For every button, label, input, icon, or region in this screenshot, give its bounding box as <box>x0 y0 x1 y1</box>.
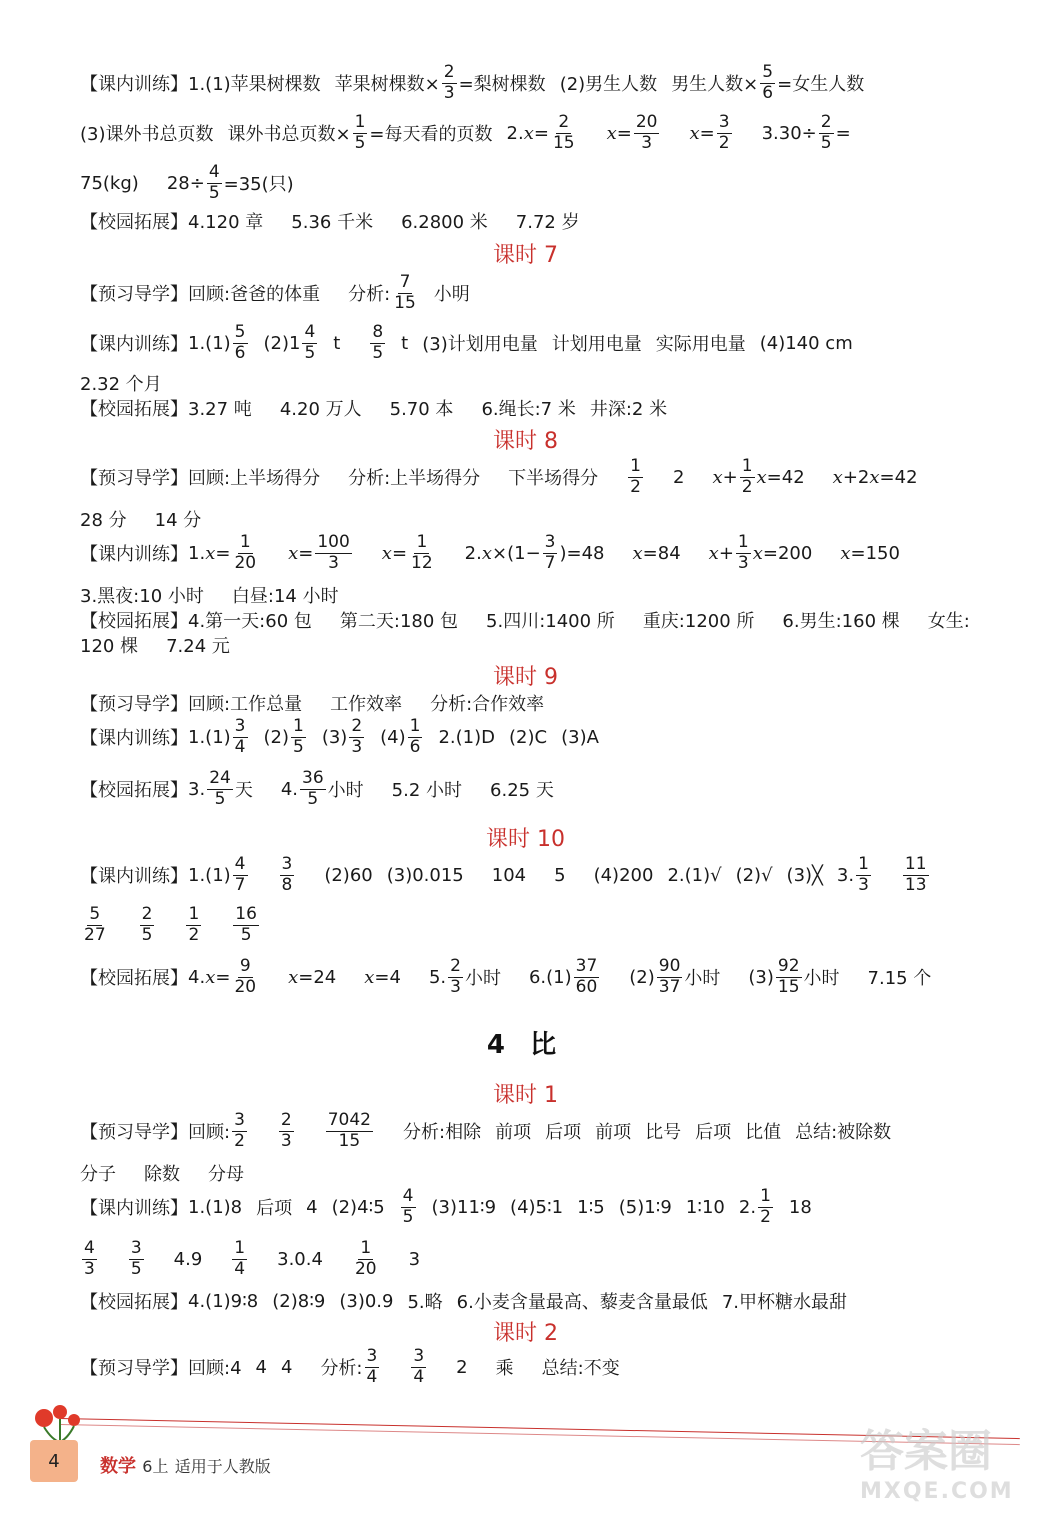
fraction: $\frac{92}{15}$ <box>777 956 800 997</box>
answer-line-21 <box>80 1112 891 1151</box>
text: =84 <box>642 542 681 564</box>
tag: 【预习导学】 <box>80 468 188 490</box>
fraction: $\frac{9}{20}$ <box>234 956 257 997</box>
text: 计划用电量 <box>551 334 642 356</box>
text: 2 <box>672 466 685 488</box>
text: t <box>401 332 409 354</box>
text: 6.男生:160 棵 <box>782 611 900 632</box>
text: 5. <box>428 966 447 988</box>
text: 3. <box>188 778 206 800</box>
text: =42 <box>879 466 918 488</box>
equals: = <box>391 542 408 564</box>
text: 2. <box>506 122 524 144</box>
lesson-heading: 课时 1 <box>493 1083 558 1108</box>
text: =42 <box>766 466 805 488</box>
fraction: $\frac{1}{2}$ <box>188 904 200 945</box>
variable-x: x <box>288 542 299 564</box>
fraction: $\frac{2}{5}$ <box>141 904 153 945</box>
text: 4. <box>188 966 206 988</box>
text: 6.25 天 <box>490 780 554 802</box>
text: 4.20 万人 <box>279 399 362 420</box>
text: 3.30÷ <box>761 122 817 144</box>
variable-x: x <box>840 542 851 564</box>
answer-line-7 <box>80 370 162 396</box>
lesson-heading: 课时 9 <box>493 665 558 690</box>
text: (2) <box>263 726 289 748</box>
answer-line-11 <box>80 534 900 573</box>
fraction: $\frac{24}{5}$ <box>209 768 231 809</box>
answer-line-13 <box>80 607 970 633</box>
variable-x: x <box>756 466 767 488</box>
text: 4.9 <box>173 1248 203 1270</box>
chapter-title: 4 比 <box>486 1030 565 1060</box>
fraction: $\frac{100}{3}$ <box>317 532 350 573</box>
text: = <box>835 122 851 144</box>
variable-x: x <box>752 542 763 564</box>
fraction: $\frac{16}{5}$ <box>235 904 257 945</box>
text: 1.(1)苹果树棵数 <box>188 74 321 96</box>
fraction: $\frac{20}{3}$ <box>635 112 658 153</box>
text: (2)男生人数 <box>559 74 658 96</box>
fraction: $\frac{1}{6}$ <box>409 716 421 757</box>
text: 分析: <box>348 284 391 306</box>
subject-label: 数学 <box>100 1456 136 1477</box>
text: 2. <box>464 542 482 564</box>
text: =24 <box>298 966 337 988</box>
tag: 【课内训练】 <box>80 334 188 356</box>
text: 2. <box>738 1196 757 1218</box>
text: 5.70 本 <box>389 399 454 420</box>
fraction: $\frac{1}{2}$ <box>760 1186 771 1227</box>
fraction: $\frac{4}{5}$ <box>208 162 220 203</box>
variable-x: x <box>632 542 643 564</box>
text: (2)60 <box>324 864 373 886</box>
answer-line-12 <box>80 582 339 608</box>
variable-x: x <box>712 466 723 488</box>
text: 1.(1)8 <box>188 1196 243 1218</box>
variable-x: x <box>689 122 700 144</box>
text: 5.2 小时 <box>391 780 463 802</box>
fraction: $\frac{4}{5}$ <box>304 322 316 363</box>
fraction: $\frac{2}{3}$ <box>280 1110 292 1151</box>
text: 7.甲杯糖水最甜 <box>721 1292 848 1313</box>
answer-line-1 <box>80 64 864 103</box>
text: (3)计划用电量 <box>422 334 538 356</box>
tag: 【校园拓展】 <box>80 1292 188 1313</box>
answer-line-10 <box>80 506 201 532</box>
variable-x: x <box>708 542 719 564</box>
text: 120 棵 <box>80 636 139 657</box>
tag: 【预习导学】 <box>80 694 188 715</box>
text: )=48 <box>559 542 605 564</box>
answer-line-4 <box>80 208 580 234</box>
answer-line-6 <box>80 324 853 363</box>
text: =4 <box>374 966 401 988</box>
text: 5.四川:1400 所 <box>486 611 615 632</box>
text: 3.黑夜:10 小时 <box>80 586 204 607</box>
text: 5 <box>554 864 566 886</box>
text: 课外书总页数× <box>227 124 351 146</box>
text: 1.(1) <box>188 332 231 354</box>
text: 4 <box>306 1196 318 1218</box>
tag: 【预习导学】 <box>80 284 188 306</box>
fraction: $\frac{1}{20}$ <box>354 1238 377 1279</box>
text: 实际用电量 <box>655 334 746 356</box>
variable-x: x <box>832 466 843 488</box>
text: 6.(1) <box>528 966 572 988</box>
fraction: $\frac{3}{4}$ <box>234 716 246 757</box>
text: 14 分 <box>154 510 202 531</box>
flower-icon <box>30 1400 90 1444</box>
text: (3) <box>321 726 348 748</box>
equals: = <box>298 542 314 564</box>
lesson-heading: 课时 10 <box>486 827 565 852</box>
edition-label: 适用于人教版 <box>174 1457 271 1476</box>
fraction: $\frac{36}{5}$ <box>302 768 324 809</box>
text: 6.绳长:7 米 <box>481 399 576 420</box>
text: 2 <box>456 1356 468 1378</box>
page-number: 4 <box>30 1440 78 1482</box>
fraction: $\frac{5}{27}$ <box>84 904 106 945</box>
text: 回顾:上半场得分 <box>188 468 321 490</box>
text: 6.小麦含量最高、藜麦含量最低 <box>456 1292 708 1313</box>
answer-line-14 <box>80 632 230 658</box>
fraction: $\frac{90}{37}$ <box>658 956 681 997</box>
text: (3)A <box>561 726 599 748</box>
answer-line-18 <box>80 856 931 895</box>
text: 男生人数× <box>671 74 759 96</box>
text: 女生: <box>927 611 970 632</box>
variable-x: x <box>205 542 216 564</box>
text: =每天看的页数 <box>369 124 493 146</box>
text: 天 <box>234 780 253 802</box>
fraction: $\frac{3}{2}$ <box>718 112 730 153</box>
fraction: $\frac{3}{7}$ <box>544 532 556 573</box>
text: 白昼:14 小时 <box>231 586 339 607</box>
text: 比号 <box>645 1122 682 1144</box>
text: 回顾:爸爸的体重 <box>188 284 321 306</box>
tag: 【校园拓展】 <box>80 780 188 802</box>
text: 分析:合作效率 <box>430 694 545 715</box>
fraction: $\frac{4}{5}$ <box>402 1186 414 1227</box>
variable-x: x <box>381 542 392 564</box>
text: (5)1∶9 <box>618 1196 672 1218</box>
answer-line-24 <box>80 1240 420 1279</box>
tag: 【校园拓展】 <box>80 968 188 990</box>
text: =150 <box>850 542 900 564</box>
text: (2)C <box>509 726 548 748</box>
equals: = <box>215 966 231 988</box>
text: 4 <box>255 1356 267 1378</box>
answer-line-25 <box>80 1288 847 1314</box>
text: 井深:2 米 <box>589 399 668 420</box>
answer-line-8 <box>80 395 667 421</box>
fraction: $\frac{37}{60}$ <box>575 956 598 997</box>
fraction: $\frac{3}{2}$ <box>234 1110 245 1151</box>
equals: = <box>533 122 549 144</box>
text: (3)╳ <box>786 864 823 886</box>
text: (2)√ <box>735 864 773 886</box>
answer-line-9 <box>80 458 918 497</box>
text: 乘 <box>495 1358 514 1380</box>
text: (4) <box>380 726 406 748</box>
text: 75(kg) <box>80 172 139 194</box>
text: 后项 <box>695 1122 732 1144</box>
text: (3)0.015 <box>386 864 464 886</box>
text: 4.第一天:60 包 <box>188 611 312 632</box>
text: 分析:上半场得分 <box>348 468 481 490</box>
fraction: $\frac{4}{3}$ <box>84 1238 95 1279</box>
text: 重庆:1200 所 <box>642 611 755 632</box>
tag: 【课内训练】 <box>80 544 188 566</box>
answer-line-23 <box>80 1188 812 1227</box>
tag: 【校园拓展】 <box>80 399 188 420</box>
fraction: $\frac{1}{3}$ <box>737 532 749 573</box>
text: 1. <box>188 542 206 564</box>
text: 回顾: <box>188 1122 231 1144</box>
tag: 【课内训练】 <box>80 1198 188 1220</box>
answer-line-15 <box>80 690 544 716</box>
fraction: $\frac{3}{5}$ <box>130 1238 142 1279</box>
text: 小时 <box>464 968 501 990</box>
answer-line-5 <box>80 274 470 313</box>
fraction: $\frac{2}{3}$ <box>450 956 461 997</box>
text: 除数 <box>144 1164 180 1185</box>
text: 工作效率 <box>330 694 403 715</box>
text: 6.2800 米 <box>401 212 488 233</box>
text: + <box>722 466 738 488</box>
fraction: $\frac{2}{3}$ <box>443 62 455 103</box>
text: 4.120 章 <box>188 212 264 233</box>
text: 前项 <box>595 1122 632 1144</box>
watermark-url: MXQE.COM <box>860 1479 1014 1504</box>
answer-line-17 <box>80 770 554 809</box>
text: 4 <box>280 1356 293 1378</box>
text: (2)8∶9 <box>272 1290 326 1312</box>
text: 苹果树棵数× <box>334 74 440 96</box>
text: (3)课外书总页数 <box>80 124 214 146</box>
text: 2.(1)D <box>438 726 496 748</box>
text: 3 <box>408 1248 421 1270</box>
text: (2)1 <box>263 332 301 354</box>
tag: 【预习导学】 <box>80 1122 188 1144</box>
text: 1∶10 <box>685 1196 725 1218</box>
text: 分析:相除 <box>403 1122 482 1144</box>
equals: = <box>215 542 231 564</box>
fraction: $\frac{5}{6}$ <box>762 62 774 103</box>
text: 下半场得分 <box>508 468 599 490</box>
text: 5.略 <box>407 1292 443 1313</box>
watermark <box>860 1415 1040 1525</box>
fraction: $\frac{7}{15}$ <box>394 272 416 313</box>
text: 3.0.4 <box>277 1248 323 1270</box>
text: ×(1− <box>492 542 541 564</box>
text: (2) <box>629 966 655 988</box>
fraction: $\frac{8}{5}$ <box>372 322 384 363</box>
tag: 【校园拓展】 <box>80 611 188 632</box>
variable-x: x <box>606 122 617 144</box>
text: (4)200 <box>593 864 654 886</box>
text: 第二天:180 包 <box>339 611 459 632</box>
text: 3.27 吨 <box>188 399 252 420</box>
fraction: $\frac{3}{4}$ <box>366 1346 378 1387</box>
text: 比值 <box>745 1122 782 1144</box>
text: 7.15 个 <box>867 968 932 990</box>
fraction: $\frac{3}{8}$ <box>281 854 293 895</box>
text: 小时 <box>803 968 840 990</box>
fraction: $\frac{1}{2}$ <box>630 456 641 497</box>
text: 1∶5 <box>577 1196 605 1218</box>
text: 1.(1) <box>188 864 231 886</box>
text: (3)0.9 <box>339 1290 394 1312</box>
lesson-heading: 课时 2 <box>493 1321 558 1346</box>
answer-line-2 <box>80 114 851 153</box>
fraction: $\frac{1}{4}$ <box>234 1238 246 1279</box>
equals: = <box>616 122 632 144</box>
watermark-logo: 答案圈 <box>860 1426 992 1477</box>
fraction: $\frac{1}{3}$ <box>858 854 869 895</box>
variable-x: x <box>205 966 216 988</box>
text: 回顾:工作总量 <box>188 694 303 715</box>
fraction: $\frac{4}{7}$ <box>234 854 246 895</box>
text: 总结:被除数 <box>795 1122 892 1144</box>
tag: 【预习导学】 <box>80 1358 188 1380</box>
text: 4.(1)9∶8 <box>188 1290 259 1312</box>
equals: = <box>699 122 715 144</box>
fraction: $\frac{2}{3}$ <box>351 716 363 757</box>
text: 7.24 元 <box>166 636 230 657</box>
text: t <box>333 332 341 354</box>
text: 4. <box>280 778 299 800</box>
text: (4)5∶1 <box>510 1196 564 1218</box>
tag: 【课内训练】 <box>80 74 188 96</box>
text: 前项 <box>495 1122 532 1144</box>
text: =女生人数 <box>777 74 865 96</box>
text: 后项 <box>545 1122 582 1144</box>
text: 分子 <box>80 1164 116 1185</box>
fraction: $\frac{1}{20}$ <box>234 532 257 573</box>
text: (3) <box>748 966 774 988</box>
fraction: $\frac{1}{5}$ <box>293 716 304 757</box>
text: 7.72 岁 <box>515 212 580 233</box>
book-title <box>100 1452 271 1478</box>
tag: 【课内训练】 <box>80 866 188 888</box>
lesson-heading: 课时 7 <box>493 243 558 268</box>
text: 总结:不变 <box>541 1358 620 1380</box>
answer-line-3 <box>80 164 294 203</box>
text: 2.32 个月 <box>80 374 162 395</box>
text: =35(只) <box>223 174 294 196</box>
fraction: $\frac{2}{5}$ <box>820 112 832 153</box>
tag: 【课内训练】 <box>80 728 188 750</box>
variable-x: x <box>523 122 534 144</box>
answer-line-26 <box>80 1348 620 1387</box>
fraction: $\frac{5}{6}$ <box>234 322 246 363</box>
text: 小时 <box>327 780 364 802</box>
fraction: $\frac{3}{4}$ <box>413 1346 425 1387</box>
fraction: $\frac{11}{13}$ <box>904 854 927 895</box>
grade-label: 6上 <box>142 1457 169 1476</box>
text: 18 <box>788 1196 812 1218</box>
answer-line-22 <box>80 1160 244 1186</box>
text: +2 <box>842 466 870 488</box>
answer-line-20 <box>80 958 931 997</box>
text: (4)140 cm <box>759 332 853 354</box>
text: =200 <box>762 542 813 564</box>
fraction: $\frac{1}{2}$ <box>741 456 753 497</box>
fraction: $\frac{7042}{15}$ <box>327 1110 371 1151</box>
text: 分析: <box>320 1358 363 1380</box>
variable-x: x <box>869 466 880 488</box>
text: =梨树棵数 <box>458 74 546 96</box>
fraction: $\frac{2}{15}$ <box>552 112 575 153</box>
text: 后项 <box>256 1198 293 1220</box>
answer-line-16 <box>80 718 599 757</box>
text: 3. <box>836 864 855 886</box>
variable-x: x <box>288 966 299 988</box>
text: 28÷ <box>166 172 205 194</box>
variable-x: x <box>481 542 493 564</box>
answer-line-19 <box>80 906 261 945</box>
text: (2)4∶5 <box>331 1196 385 1218</box>
text: 回顾:4 <box>188 1358 242 1380</box>
variable-x: x <box>364 966 375 988</box>
text: 28 分 <box>80 510 127 531</box>
text: 104 <box>491 864 527 886</box>
fraction: $\frac{1}{5}$ <box>354 112 366 153</box>
lesson-heading: 课时 8 <box>493 429 558 454</box>
text: (3)11∶9 <box>431 1196 497 1218</box>
text: + <box>718 542 734 564</box>
text: 5.36 千米 <box>291 212 374 233</box>
tag: 【校园拓展】 <box>80 212 188 233</box>
text: 2.(1)√ <box>667 864 722 886</box>
text: 1.(1) <box>188 726 231 748</box>
text: 分母 <box>208 1164 244 1185</box>
text: 小明 <box>433 284 470 306</box>
fraction: $\frac{1}{12}$ <box>411 532 433 573</box>
text: 小时 <box>684 968 721 990</box>
